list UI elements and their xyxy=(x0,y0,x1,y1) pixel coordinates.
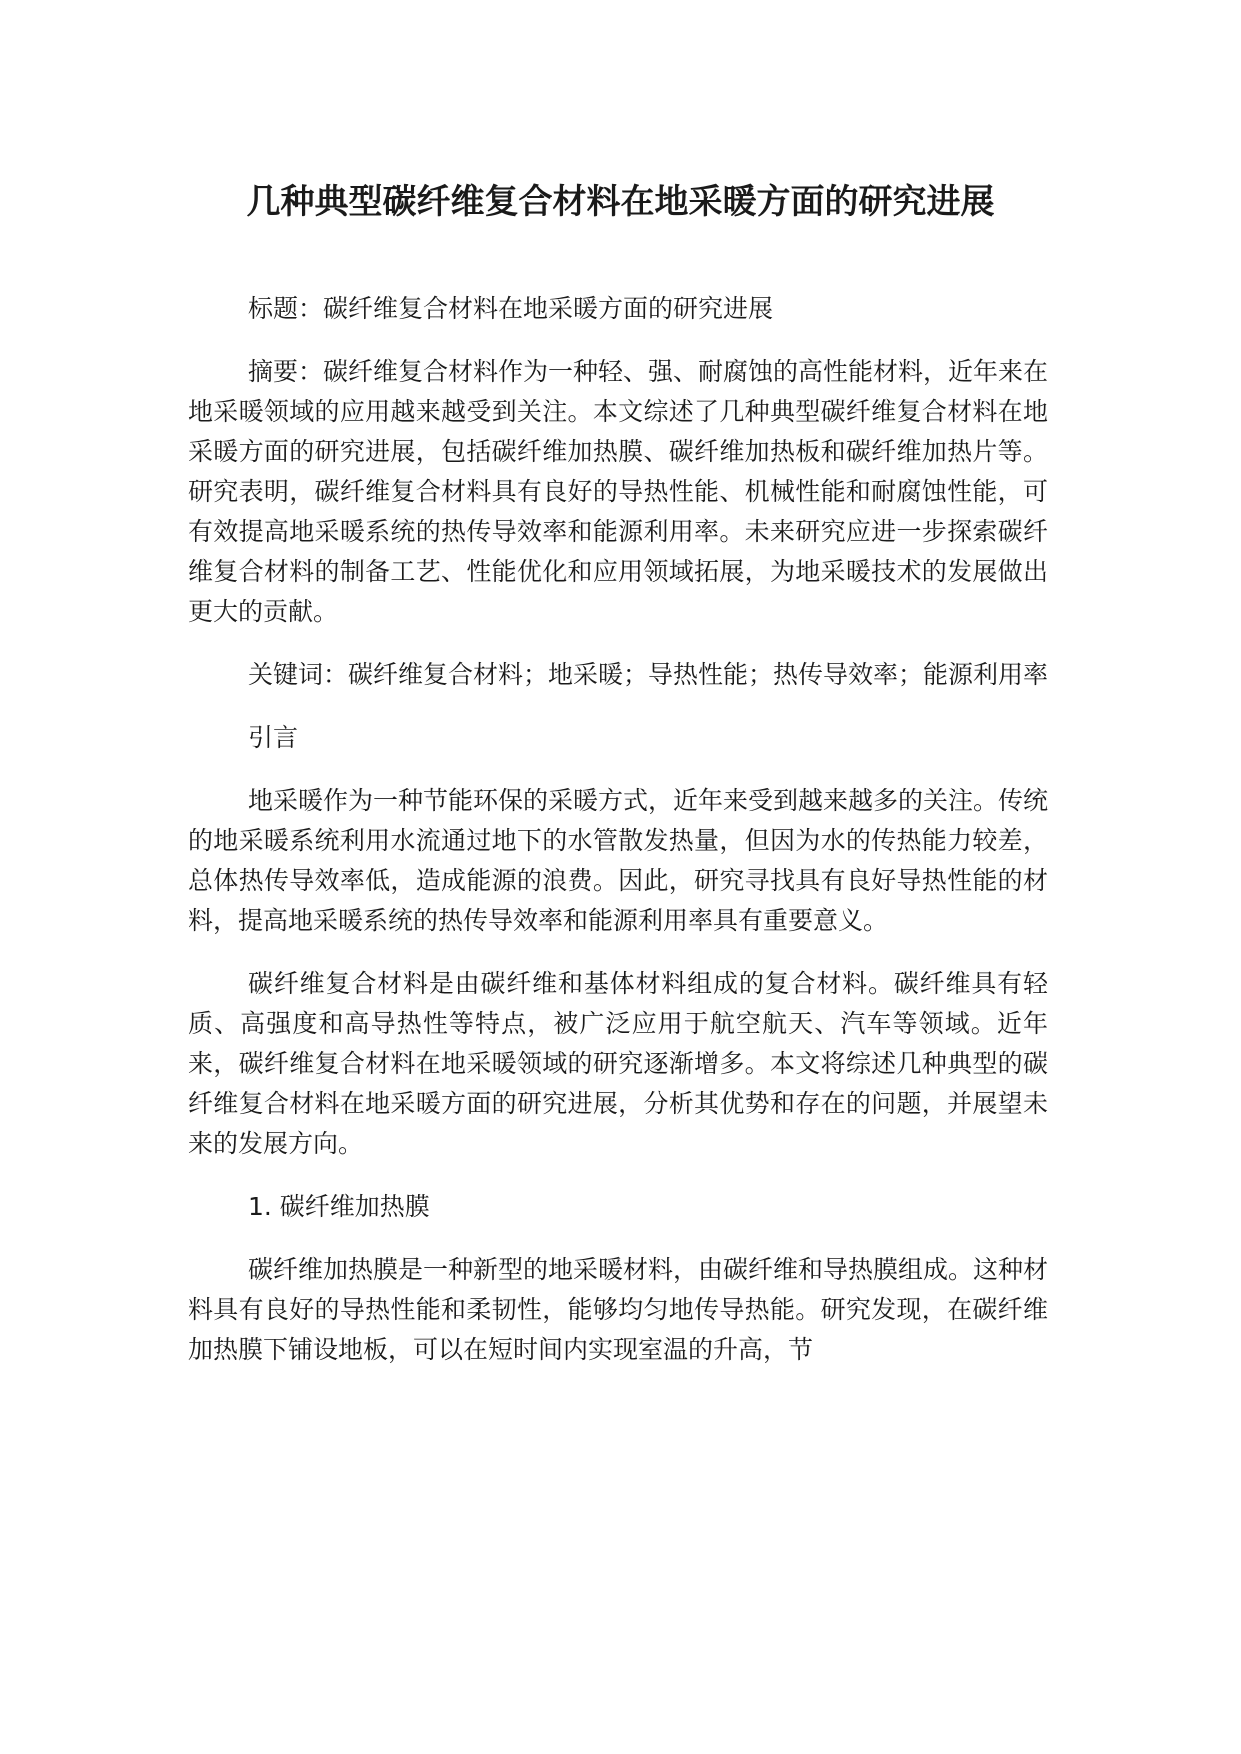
section-1-heading: 1. 碳纤维加热膜 xyxy=(248,1192,430,1221)
introduction-heading: 引言 xyxy=(248,723,299,752)
document-title: 几种典型碳纤维复合材料在地采暖方面的研究进展 xyxy=(246,182,995,222)
keywords-paragraph: 关键词：碳纤维复合材料；地采暖；导热性能；热传导效率；能源利用率 xyxy=(248,660,1049,689)
document-body xyxy=(188,289,1048,1393)
section-1-paragraph-1: 碳纤维加热膜是一种新型的地采暖材料，由碳纤维和导热膜组成。这种材料具有良好的导热性能和柔韧性，能够均匀地传导热能。研究发现，在碳纤维加热膜下铺设地板，可以在短时间内实现室温的升高，节 xyxy=(188,1255,1049,1364)
abstract-paragraph: 摘要：碳纤维复合材料作为一种轻、强、耐腐蚀的高性能材料，近年来在地采暖领域的应用越来越受到关注。本文综述了几种典型碳纤维复合材料在地采暖方面的研究进展，包括碳纤维加热膜、碳纤维加热板和碳纤维加热片等。研究表明，碳纤维复合材料具有良好的导热性能、机械性能和耐腐蚀性能，可有效提高地采暖系统的热传导效率和能源利用率。未来研究应进一步探索碳纤维复合材料的制备工艺、性能优化和应用领域拓展，为地采暖技术的发展做出更大的贡献。 xyxy=(188,357,1049,626)
label-title-paragraph: 标题：碳纤维复合材料在地采暖方面的研究进展 xyxy=(248,294,774,323)
introduction-paragraph-2: 碳纤维复合材料是由碳纤维和基体材料组成的复合材料。碳纤维具有轻质、高强度和高导热性等特点，被广泛应用于航空航天、汽车等领域。近年来，碳纤维复合材料在地采暖领域的研究逐渐增多。本文将综述几种典型的碳纤维复合材料在地采暖方面的研究进展，分析其优势和存在的问题，并展望未来的发展方向。 xyxy=(188,969,1048,1158)
introduction-paragraph-1: 地采暖作为一种节能环保的采暖方式，近年来受到越来越多的关注。传统的地采暖系统利用水流通过地下的水管散发热量，但因为水的传热能力较差，总体热传导效率低，造成能源的浪费。因此，研究寻找具有良好导热性能的材料，提高地采暖系统的热传导效率和能源利用率具有重要意义。 xyxy=(188,786,1049,935)
